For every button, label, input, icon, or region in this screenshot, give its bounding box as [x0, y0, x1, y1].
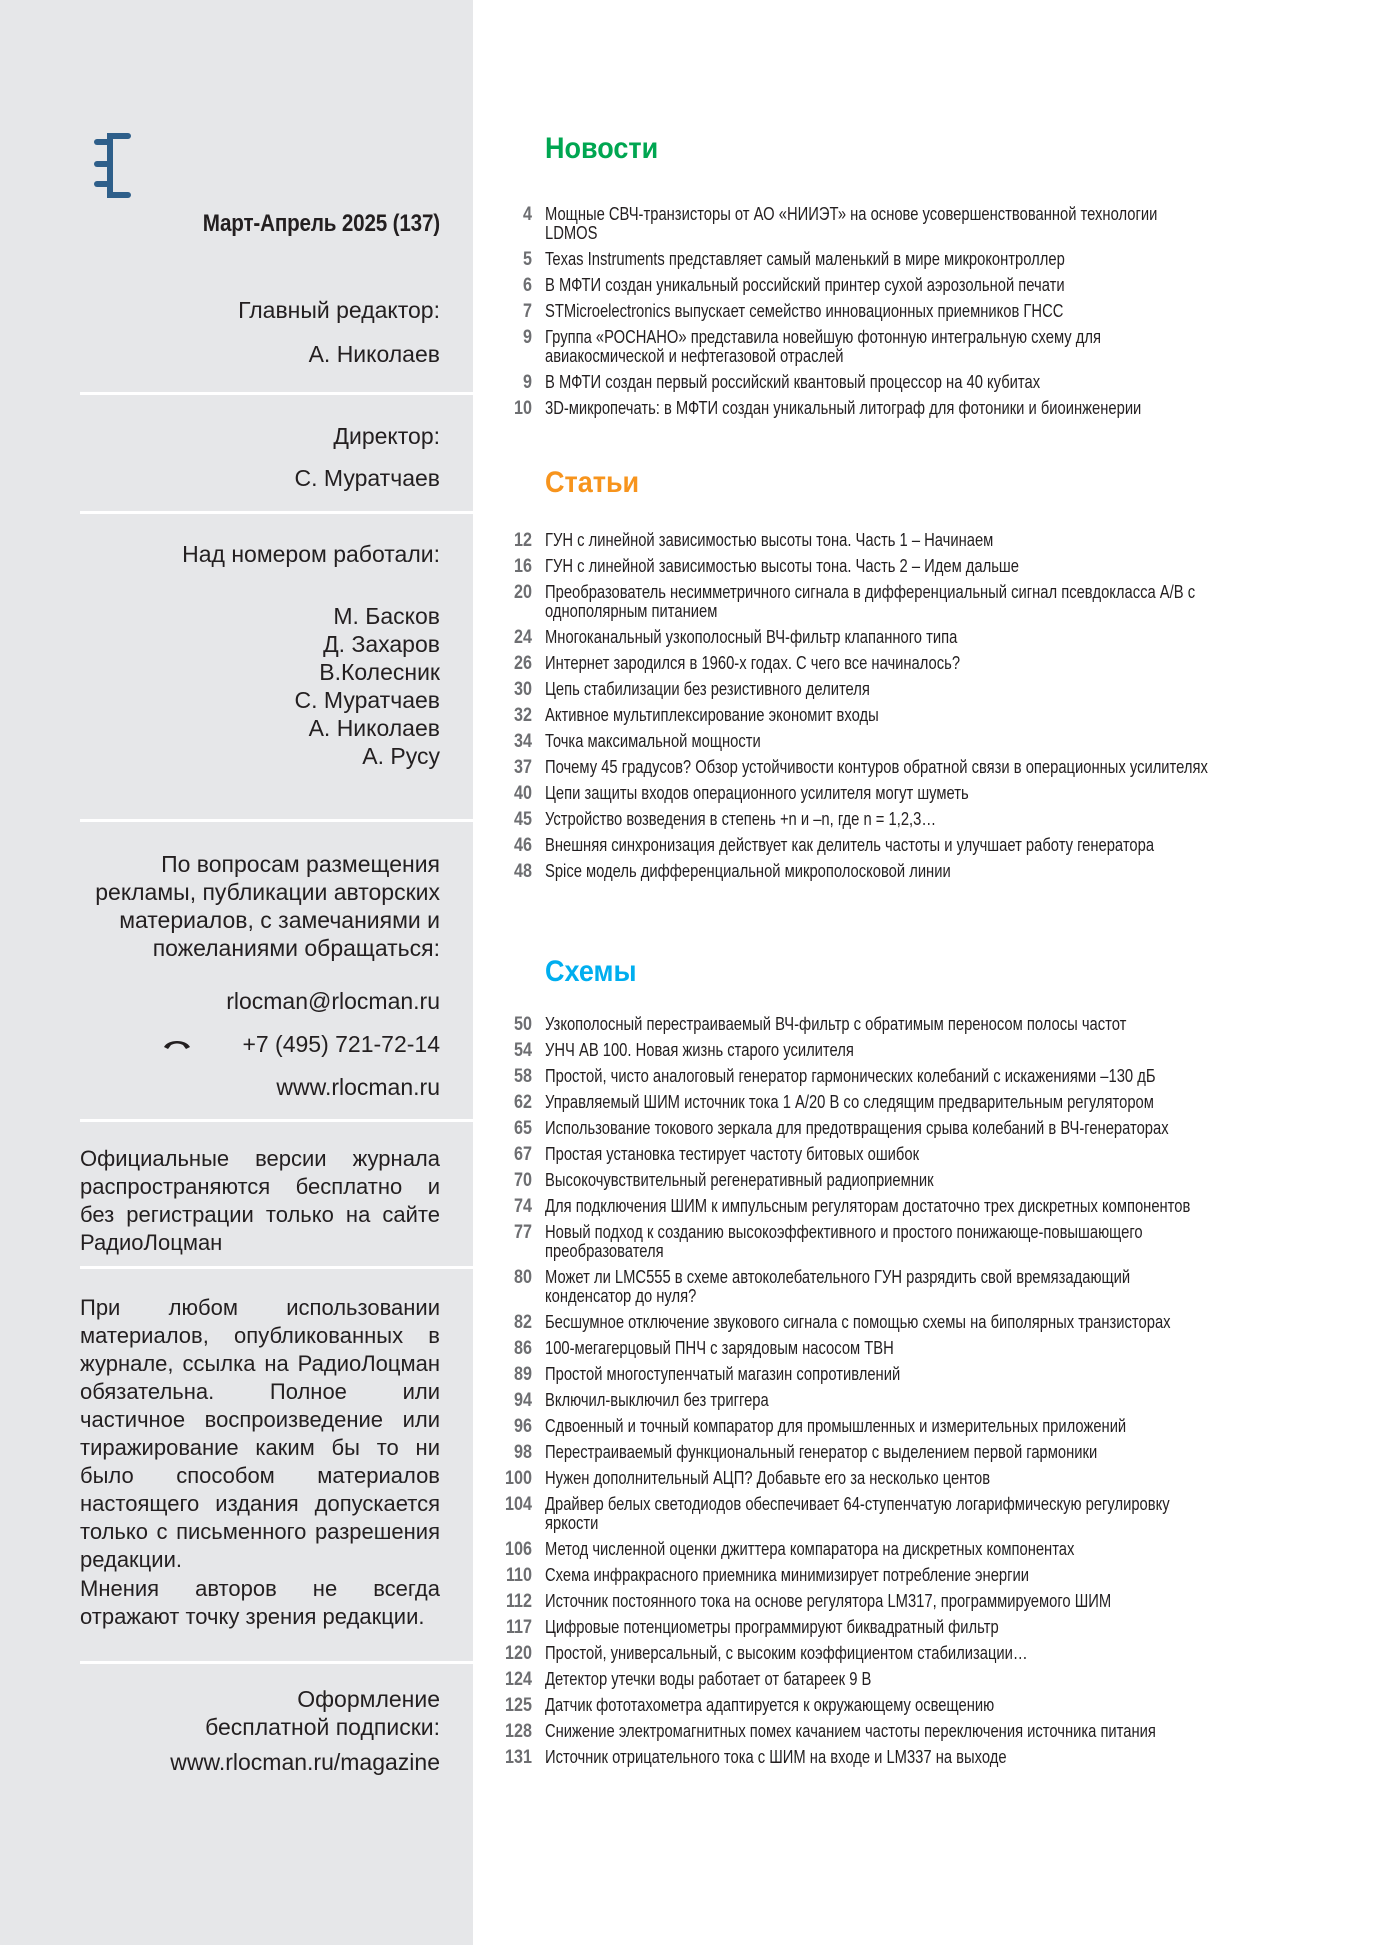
- toc-entry[interactable]: [490, 1592, 1270, 1611]
- copyright-text: При любом использовании материалов, опубликованных в журнале, ссылка на РадиоЛоцман обязательна. Полное или частичное воспроизведение или тиражирование каким бы то ни было способом материалов настоящего издания допускается только с письменного разрешения редакции.: [80, 1295, 440, 1572]
- subscription-label: [80, 1685, 440, 1741]
- toc-page-number: 6: [523, 275, 532, 296]
- toc-page-number: 24: [514, 627, 532, 648]
- toc-entry[interactable]: [490, 1540, 1270, 1559]
- divider: [80, 1661, 473, 1664]
- toc-entry[interactable]: [490, 583, 1270, 621]
- toc-page-number: 131: [505, 1747, 532, 1768]
- toc-title[interactable]: Внешняя синхронизация действует как делитель частоты и улучшает работу генератора: [545, 835, 1155, 855]
- toc-title[interactable]: Детектор утечки воды работает от батареек 9 В: [545, 1669, 872, 1689]
- toc-page-number: 65: [514, 1118, 532, 1139]
- toc-title[interactable]: Устройство возведения в степень +n и –n, где n = 1,2,3…: [545, 809, 937, 829]
- toc-page-number: 74: [514, 1196, 532, 1217]
- toc-entry[interactable]: [490, 628, 1270, 647]
- toc-page-number: 9: [523, 327, 532, 348]
- toc-title[interactable]: Многоканальный узкополосный ВЧ-фильтр клапанного типа: [545, 627, 958, 647]
- toc-page-number: 67: [514, 1144, 532, 1165]
- toc-page-number: 70: [514, 1170, 532, 1191]
- toc-page-number: 100: [505, 1468, 532, 1489]
- toc-entry[interactable]: [490, 1670, 1270, 1689]
- toc-page-number: 5: [523, 249, 532, 270]
- toc-entry[interactable]: [490, 1145, 1270, 1164]
- toc-page-number: 124: [505, 1669, 532, 1690]
- toc-title[interactable]: Точка максимальной мощности: [545, 731, 761, 751]
- toc-title[interactable]: 3D-микропечать: в МФТИ создан уникальный литограф для фотоники и биоинженерии: [545, 398, 1142, 418]
- rlocman-logo-icon: [90, 133, 140, 198]
- toc-articles: [490, 531, 1270, 888]
- toc-entry[interactable]: [490, 1339, 1270, 1358]
- toc-page-number: 12: [514, 530, 532, 551]
- subscription-link[interactable]: www.rlocman.ru/magazine: [170, 1749, 440, 1775]
- toc-entry[interactable]: [490, 557, 1270, 576]
- staff-member: А. Николаев: [308, 715, 440, 741]
- toc-title[interactable]: Может ли LMC555 в схеме автоколебательного ГУН разрядить свой времязадающий конденсатор до нуля?: [545, 1267, 1131, 1306]
- section-title-schemes: Схемы: [545, 955, 637, 988]
- toc-entry[interactable]: [490, 399, 1270, 418]
- toc-entry[interactable]: [490, 531, 1270, 550]
- toc-entry[interactable]: [490, 328, 1270, 366]
- toc-title[interactable]: В МФТИ создан уникальный российский принтер сухой аэрозольной печати: [545, 275, 1065, 295]
- toc-page-number: 80: [514, 1267, 532, 1288]
- toc-title[interactable]: ГУН с линейной зависимостью высоты тона. Часть 2 – Идем дальше: [545, 556, 1019, 576]
- phone-number: +7 (495) 721-72-14: [242, 1031, 440, 1057]
- toc-page-number: 26: [514, 653, 532, 674]
- toc-title[interactable]: Высокочувствительный регенеративный радиоприемник: [545, 1170, 934, 1190]
- toc-page-number: 7: [523, 301, 532, 322]
- divider: [80, 819, 473, 822]
- toc-page-number: 120: [505, 1643, 532, 1664]
- toc-page-number: 37: [514, 757, 532, 778]
- contact-text: По вопросам размещения рекламы, публикации авторских материалов, с замечаниями и пожеланиями обращаться:: [95, 851, 440, 961]
- toc-page-number: 128: [505, 1721, 532, 1742]
- toc-title[interactable]: Интернет зародился в 1960-х годах. С чего все начиналось?: [545, 653, 961, 673]
- toc-entry[interactable]: [490, 1365, 1270, 1384]
- toc-page-number: 40: [514, 783, 532, 804]
- toc-title[interactable]: Нужен дополнительный АЦП? Добавьте его за несколько центов: [545, 1468, 991, 1488]
- toc-title[interactable]: Бесшумное отключение звукового сигнала с помощью схемы на биполярных транзисторах: [545, 1312, 1171, 1332]
- toc-page-number: 10: [514, 398, 532, 419]
- toc-news: [490, 205, 1270, 425]
- toc-page-number: 32: [514, 705, 532, 726]
- toc-title[interactable]: Для подключения ШИМ к импульсным регуляторам достаточно трех дискретных компонентов: [545, 1196, 1191, 1216]
- toc-title[interactable]: Простой, универсальный, с высоким коэффициентом стабилизации…: [545, 1643, 1028, 1663]
- toc-title[interactable]: Мощные СВЧ-транзисторы от АО «НИИЭТ» на основе усовершенствованной технологии LDMOS: [545, 204, 1158, 243]
- email-link[interactable]: rlocman@rlocman.ru: [226, 988, 440, 1014]
- toc-title[interactable]: УНЧ АВ 100. Новая жизнь старого усилителя: [545, 1040, 854, 1060]
- toc-entry[interactable]: [490, 1041, 1270, 1060]
- phone-icon: [162, 1037, 192, 1051]
- toc-entry[interactable]: [490, 1618, 1270, 1637]
- toc-entry[interactable]: [490, 1696, 1270, 1715]
- subscription-label-text: Оформление бесплатной подписки:: [205, 1686, 440, 1740]
- divider: [80, 392, 473, 395]
- toc-page-number: 9: [523, 372, 532, 393]
- toc-page-number: 106: [505, 1539, 532, 1560]
- toc-page-number: 46: [514, 835, 532, 856]
- toc-page-number: 54: [514, 1040, 532, 1061]
- toc-entry[interactable]: [490, 1748, 1270, 1767]
- toc-entry[interactable]: [490, 1197, 1270, 1216]
- toc-entry[interactable]: [490, 1223, 1270, 1261]
- toc-title[interactable]: Цифровые потенциометры программируют биквадратный фильтр: [545, 1617, 999, 1637]
- toc-entry[interactable]: [490, 1566, 1270, 1585]
- toc-title[interactable]: Использование токового зеркала для предотвращения срыва колебаний в ВЧ-генераторах: [545, 1118, 1169, 1138]
- toc-entry[interactable]: [490, 1391, 1270, 1410]
- toc-title[interactable]: Источник постоянного тока на основе регулятора LM317, программируемого ШИМ: [545, 1591, 1112, 1611]
- toc-page-number: 48: [514, 861, 532, 882]
- toc-page-number: 45: [514, 809, 532, 830]
- director-label: Директор:: [333, 423, 440, 449]
- section-title-articles: Статьи: [545, 466, 640, 499]
- staff-member: А. Русу: [362, 743, 440, 769]
- staff-member: Д. Захаров: [323, 631, 440, 657]
- toc-entry[interactable]: [490, 1093, 1270, 1112]
- toc-title[interactable]: Сдвоенный и точный компаратор для промышленных и измерительных приложений: [545, 1416, 1127, 1436]
- official-text: Официальные версии журнала распространяются бесплатно и без регистрации только на сайте РадиоЛоцман: [80, 1146, 440, 1255]
- toc-title[interactable]: Простая установка тестирует частоту битовых ошибок: [545, 1144, 920, 1164]
- toc-entry[interactable]: [490, 706, 1270, 725]
- toc-entry[interactable]: [490, 784, 1270, 803]
- toc-page-number: 34: [514, 731, 532, 752]
- toc-entry[interactable]: [490, 302, 1270, 321]
- opinion-text: Мнения авторов не всегда отражают точку зрения редакции.: [80, 1576, 440, 1629]
- toc-entry[interactable]: [490, 680, 1270, 699]
- toc-title[interactable]: 100-мегагерцовый ПНЧ с зарядовым насосом ТВН: [545, 1338, 894, 1358]
- toc-page-number: 110: [505, 1565, 532, 1586]
- toc-entry[interactable]: [490, 758, 1270, 777]
- sidebar: [0, 0, 473, 1945]
- toc-entry[interactable]: [490, 1417, 1270, 1436]
- toc-title[interactable]: Драйвер белых светодиодов обеспечивает 64-ступенчатую логарифмическую регулировку яркости: [545, 1494, 1170, 1533]
- toc-entry[interactable]: [490, 1644, 1270, 1663]
- toc-title[interactable]: Управляемый ШИМ источник тока 1 A/20 В со следящим предварительным регулятором: [545, 1092, 1154, 1112]
- toc-entry[interactable]: [490, 250, 1270, 269]
- toc-title[interactable]: Spice модель дифференциальной микрополосковой линии: [545, 861, 951, 881]
- staff-member: С. Муратчаев: [294, 687, 440, 713]
- divider: [80, 511, 473, 514]
- toc-page-number: 94: [514, 1390, 532, 1411]
- toc-title[interactable]: Датчик фототахометра адаптируется к окружающему освещению: [545, 1695, 995, 1715]
- toc-page-number: 112: [505, 1591, 532, 1612]
- toc-entry[interactable]: [490, 732, 1270, 751]
- toc-schemes: [490, 1015, 1270, 1774]
- toc-entry[interactable]: [490, 810, 1270, 829]
- toc-entry[interactable]: [490, 1469, 1270, 1488]
- toc-page-number: 20: [514, 582, 532, 603]
- toc-entry[interactable]: [490, 1067, 1270, 1086]
- toc-page-number: 89: [514, 1364, 532, 1385]
- toc-title[interactable]: STMicroelectronics выпускает семейство инновационных приемников ГНСС: [545, 301, 1064, 321]
- toc-title[interactable]: Активное мультиплексирование экономит входы: [545, 705, 879, 725]
- toc-title[interactable]: Источник отрицательного тока с ШИМ на входе и LM337 на выходе: [545, 1747, 1007, 1767]
- toc-title[interactable]: Texas Instruments представляет самый маленький в мире микроконтроллер: [545, 249, 1065, 269]
- toc-title[interactable]: Включил-выключил без триггера: [545, 1390, 769, 1410]
- toc-title[interactable]: Метод численной оценки джиттера компаратора на дискретных компонентах: [545, 1539, 1075, 1559]
- toc-title[interactable]: Группа «РОСНАНО» представила новейшую фотонную интегральную схему для авиакосмической и нефтегазовой отраслей: [545, 327, 1101, 366]
- toc-entry[interactable]: [490, 654, 1270, 673]
- chief-editor-name: А. Николаев: [308, 341, 440, 367]
- toc-entry[interactable]: [490, 1171, 1270, 1190]
- toc-entry[interactable]: [490, 1268, 1270, 1306]
- toc-title[interactable]: Простой, чисто аналоговый генератор гармонических колебаний с искажениями –130 дБ: [545, 1066, 1156, 1086]
- toc-title[interactable]: Новый подход к созданию высокоэффективного и простого понижающе-повышающего преобразователя: [545, 1222, 1143, 1261]
- chief-editor-label: Главный редактор:: [238, 297, 440, 323]
- toc-title[interactable]: Цепи защиты входов операционного усилителя могут шуметь: [545, 783, 969, 803]
- section-title-news: Новости: [545, 132, 659, 165]
- toc-title[interactable]: Схема инфракрасного приемника минимизирует потребление энергии: [545, 1565, 1029, 1585]
- toc-title[interactable]: Перестраиваемый функциональный генератор с выделением первой гармоники: [545, 1442, 1098, 1462]
- toc-page-number: 62: [514, 1092, 532, 1113]
- toc-page-number: 98: [514, 1442, 532, 1463]
- toc-page-number: 125: [505, 1695, 532, 1716]
- staff-label: Над номером работали:: [182, 541, 440, 567]
- toc-page-number: 77: [514, 1222, 532, 1243]
- toc-title[interactable]: Почему 45 градусов? Обзор устойчивости контуров обратной связи в операционных усилителях: [545, 757, 1208, 777]
- toc-title[interactable]: Узкополосный перестраиваемый ВЧ-фильтр с обратимым переносом полосы частот: [545, 1014, 1127, 1034]
- toc-entry[interactable]: [490, 862, 1270, 881]
- divider: [80, 1119, 473, 1122]
- director-name: С. Муратчаев: [294, 465, 440, 491]
- toc-entry[interactable]: [490, 1015, 1270, 1034]
- toc-page-number: 16: [514, 556, 532, 577]
- staff-member: М. Басков: [333, 603, 440, 629]
- toc-entry[interactable]: [490, 373, 1270, 392]
- toc-entry[interactable]: [490, 1119, 1270, 1138]
- divider: [80, 1266, 473, 1269]
- toc-entry[interactable]: [490, 276, 1270, 295]
- toc-title[interactable]: В МФТИ создан первый российский квантовый процессор на 40 кубитах: [545, 372, 1041, 392]
- toc-title[interactable]: Преобразователь несимметричного сигнала в дифференциальный сигнал псевдокласса A/B с однополярным питанием: [545, 582, 1196, 621]
- toc-page-number: 58: [514, 1066, 532, 1087]
- toc-entry[interactable]: [490, 1313, 1270, 1332]
- toc-page-number: 117: [505, 1617, 532, 1638]
- toc-page-number: 96: [514, 1416, 532, 1437]
- toc-page-number: 86: [514, 1338, 532, 1359]
- toc-page-number: 4: [523, 204, 532, 225]
- website-link[interactable]: www.rlocman.ru: [276, 1074, 440, 1100]
- toc-entry[interactable]: [490, 205, 1270, 243]
- phone-row: [80, 1030, 440, 1058]
- toc-title[interactable]: Снижение электромагнитных помех качанием частоты переключения источника питания: [545, 1721, 1156, 1741]
- staff-member: В.Колесник: [319, 659, 440, 685]
- staff-list: [80, 602, 440, 770]
- toc-entry[interactable]: [490, 836, 1270, 855]
- toc-entry[interactable]: [490, 1443, 1270, 1462]
- toc-page-number: 104: [505, 1494, 532, 1515]
- toc-title[interactable]: Простой многоступенчатый магазин сопротивлений: [545, 1364, 901, 1384]
- issue-date: Март-Апрель 2025 (137): [202, 210, 440, 237]
- toc-title[interactable]: ГУН с линейной зависимостью высоты тона. Часть 1 – Начинаем: [545, 530, 994, 550]
- toc-page-number: 50: [514, 1014, 532, 1035]
- toc-title[interactable]: Цепь стабилизации без резистивного делителя: [545, 679, 870, 699]
- toc-entry[interactable]: [490, 1495, 1270, 1533]
- toc-page-number: 82: [514, 1312, 532, 1333]
- toc-entry[interactable]: [490, 1722, 1270, 1741]
- toc-page-number: 30: [514, 679, 532, 700]
